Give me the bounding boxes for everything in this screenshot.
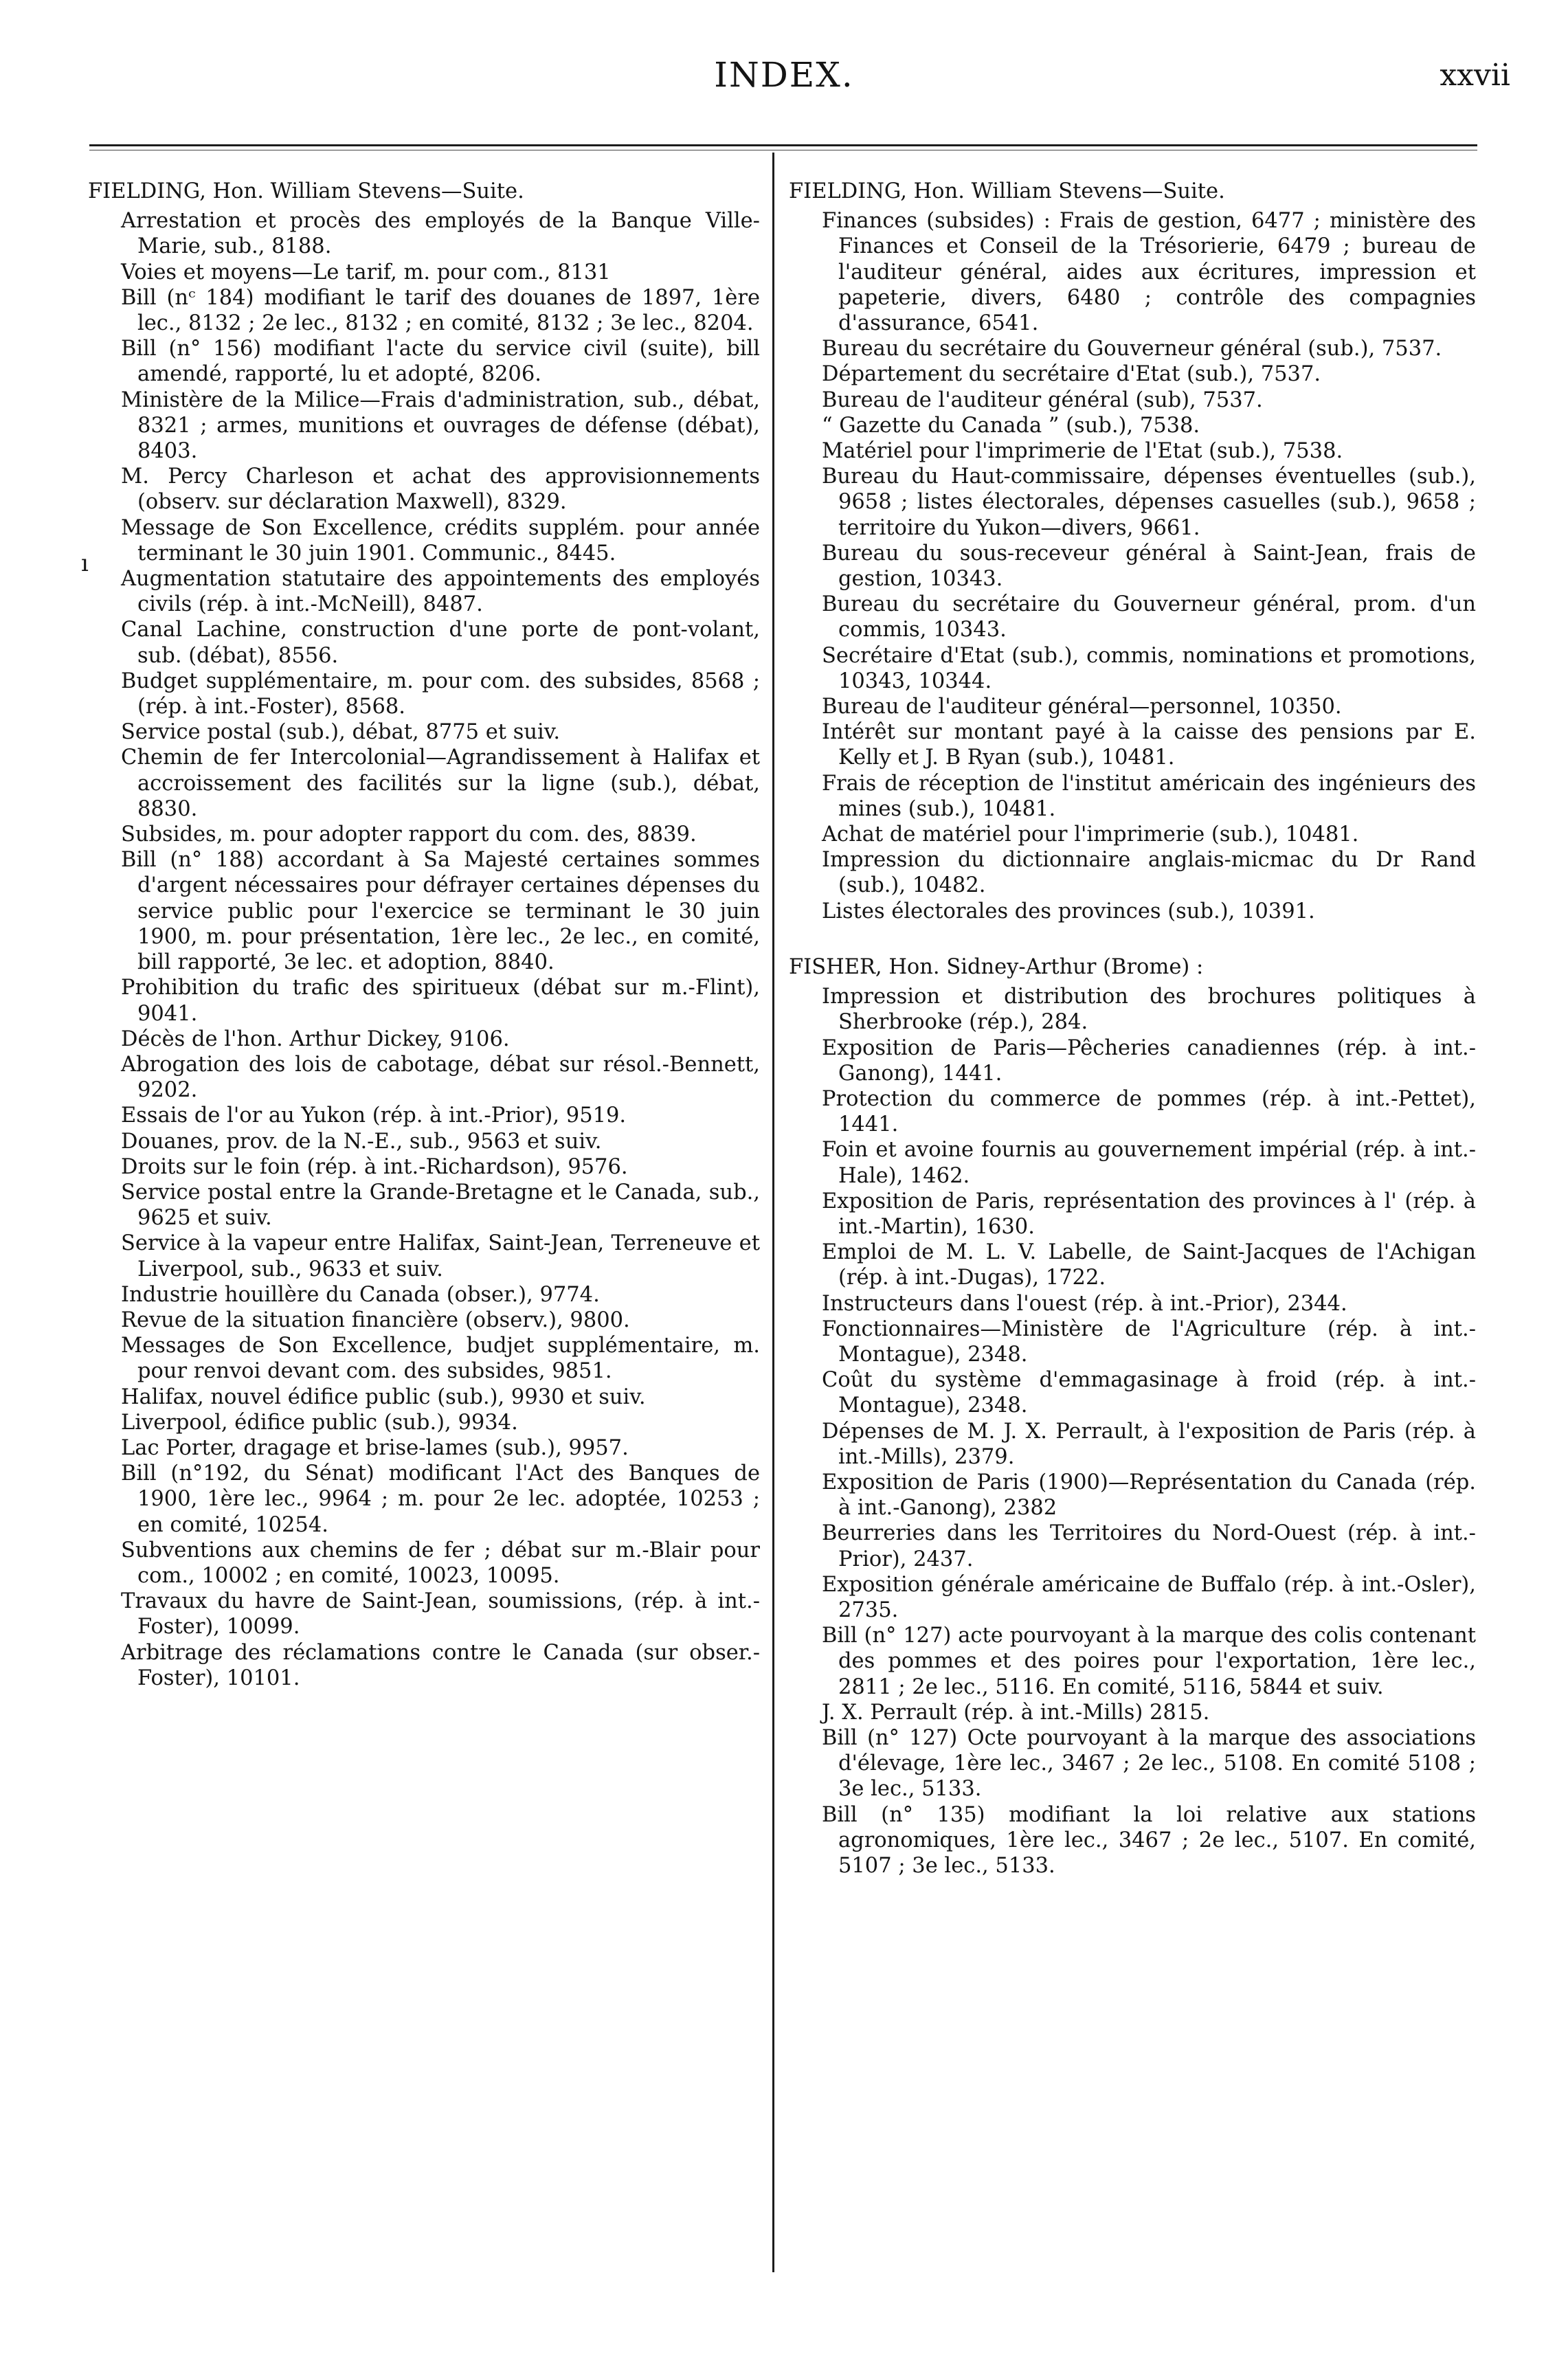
index-entry: Budget supplémentaire, m. pour com. des subsides, 8568 ; (rép. à int.-Foster), 8568.	[121, 669, 760, 719]
index-entry: Bill (n° 135) modifiant la loi relative aux stations agronomiques, 1ère lec., 3467 ; 2e lec., 5107. En comité, 5107 ; 3e lec., 5133.	[822, 1802, 1476, 1878]
index-entry: Messages de Son Excellence, budjet supplémentaire, m. pour renvoi devant com. des subsides, 9851.	[121, 1334, 760, 1384]
index-entry: Service postal (sub.), débat, 8775 et suiv.	[121, 720, 561, 745]
index-entry: Matériel pour l'imprimerie de l'Etat (sub.), 7538.	[822, 439, 1343, 464]
index-entry: Augmentation statutaire des appointements des employés civils (rép. à int.-McNeill), 8487.	[121, 567, 760, 617]
index-entry: Bureau du secrétaire du Gouverneur général, prom. d'un commis, 10343.	[822, 592, 1476, 642]
index-entry: Lac Porter, dragage et brise-lames (sub.), 9957.	[121, 1435, 629, 1460]
left-column	[88, 179, 760, 1691]
index-entry: Exposition de Paris, représentation des provinces à l' (rép. à int.-Martin), 1630.	[822, 1189, 1476, 1239]
index-entry: Bill (n°192, du Sénat) modificant l'Act des Banques de 1900, 1ère lec., 9964 ; m. pour 2e lec. adoptée, 10253 ; en comité, 10254.	[121, 1461, 760, 1537]
section-gap	[789, 924, 1476, 954]
column-divider	[772, 153, 774, 2272]
index-entry: Bureau de l'auditeur général (sub), 7537.	[822, 388, 1263, 412]
index-entry: Beurreries dans les Territoires du Nord-Ouest (rép. à int.-Prior), 2437.	[822, 1521, 1476, 1571]
right-entries-list	[789, 208, 1476, 924]
index-entry: J. X. Perrault (rép. à int.-Mills) 2815.	[822, 1700, 1210, 1725]
index-entry: Halifax, nouvel édifice public (sub.), 9930 et suiv.	[121, 1385, 646, 1409]
index-entry: Exposition générale américaine de Buffalo (rép. à int.-Osler), 2735.	[822, 1572, 1476, 1622]
index-entry: Achat de matériel pour l'imprimerie (sub.), 10481.	[822, 822, 1359, 847]
index-entry: Message de Son Excellence, crédits supplém. pour année terminant le 30 juin 1901. Communic., 8445.	[121, 515, 760, 565]
index-entry: Subventions aux chemins de fer ; débat sur m.-Blair pour com., 10002 ; en comité, 10023, 10095.	[121, 1538, 760, 1588]
index-entry: Coût du système d'emmagasinage à froid (rép. à int.-Montague), 2348.	[822, 1368, 1476, 1418]
index-entry: Subsides, m. pour adopter rapport du com. des, 8839.	[121, 822, 697, 847]
page-number: xxvii	[1440, 58, 1510, 93]
index-entry: Service à la vapeur entre Halifax, Saint-Jean, Terreneuve et Liverpool, sub., 9633 et suiv.	[121, 1231, 760, 1281]
index-entry: Listes électorales des provinces (sub.), 10391.	[822, 899, 1315, 923]
right-column	[789, 179, 1476, 1879]
index-entry: Abrogation des lois de cabotage, débat sur résol.-Bennett, 9202.	[121, 1052, 760, 1103]
index-entry: Impression du dictionnaire anglais-micmac du Dr Rand (sub.), 10482.	[822, 848, 1476, 898]
index-entry: Canal Lachine, construction d'une porte de pont-volant, sub. (débat), 8556.	[121, 618, 760, 668]
index-entry: Essais de l'or au Yukon (rép. à int.-Prior), 9519.	[121, 1103, 627, 1128]
margin-mark: ı	[81, 550, 89, 577]
index-entry: Foin et avoine fournis au gouvernement impérial (rép. à int.-Hale), 1462.	[822, 1138, 1476, 1188]
index-entry: Service postal entre la Grande-Bretagne et le Canada, sub., 9625 et suiv.	[121, 1180, 760, 1231]
index-entry: Exposition de Paris—Pêcheries canadiennes (rép. à int.-Ganong), 1441.	[822, 1035, 1476, 1086]
index-entry: Bill (n° 156) modifiant l'acte du service civil (suite), bill amendé, rapporté, lu et adopté, 8206.	[121, 337, 760, 387]
index-entry: Frais de réception de l'institut américain des ingénieurs des mines (sub.), 10481.	[822, 771, 1476, 821]
left-entries-list	[88, 208, 760, 1691]
index-entry: Prohibition du trafic des spiritueux (débat sur m.-Flint), 9041.	[121, 976, 760, 1026]
index-entry: Droits sur le foin (rép. à int.-Richardson), 9576.	[121, 1154, 628, 1179]
index-entry: Intérêt sur montant payé à la caisse des pensions par E. Kelly et J. B Ryan (sub.), 10481.	[822, 720, 1476, 770]
index-entry: Impression et distribution des brochures politiques à Sherbrooke (rép.), 284.	[822, 985, 1476, 1035]
index-entry: “ Gazette du Canada ” (sub.), 7538.	[822, 413, 1200, 438]
index-entry: Bill (n° 188) accordant à Sa Majesté certaines sommes d'argent nécessaires pour défrayer certaines dépenses du service public pour l'exercice se terminant le 30 juin 1900, m. pour présentation, 1ère lec., 2e lec., en comité, bill rapporté, 3e lec. et adoption, 8840.	[121, 848, 760, 975]
index-entry: Bureau de l'auditeur général—personnel, 10350.	[822, 695, 1342, 719]
index-entry: Bureau du secrétaire du Gouverneur général (sub.), 7537.	[822, 337, 1442, 361]
index-entry: Bill (n° 127) Octe pourvoyant à la marque des associations d'élevage, 1ère lec., 3467 ; 2e lec., 5108. En comité 5108 ; 3e lec., 5133.	[822, 1725, 1476, 1802]
index-entry: Instructeurs dans l'ouest (rép. à int.-Prior), 2344.	[822, 1291, 1347, 1316]
section-heading: FIELDING, Hon. William Stevens—Suite.	[789, 179, 1225, 203]
index-entry: Voies et moyens—Le tarif, m. pour com., 8131	[121, 260, 611, 284]
page-title: INDEX.	[714, 55, 854, 95]
index-entry: M. Percy Charleson et achat des approvisionnements (observ. sur déclaration Maxwell), 8329.	[121, 464, 760, 515]
index-entry: Bureau du sous-receveur général à Saint-Jean, frais de gestion, 10343.	[822, 541, 1476, 592]
index-entry: Bill (n° 127) acte pourvoyant à la marque des colis contenant des pommes et des poires pour l'exportation, 1ère lec., 2811 ; 2e lec., 5116. En comité, 5116, 5844 et suiv.	[822, 1624, 1476, 1699]
index-entry: Liverpool, édifice public (sub.), 9934.	[121, 1410, 518, 1435]
index-entry: Travaux du havre de Saint-Jean, soumissions, (rép. à int.-Foster), 10099.	[121, 1589, 760, 1639]
index-entry: Bill (nᶜ 184) modifiant le tarif des douanes de 1897, 1ère lec., 8132 ; 2e lec., 8132 ; en comité, 8132 ; 3e lec., 8204.	[121, 285, 760, 336]
index-entry: Exposition de Paris (1900)—Représentation du Canada (rép. à int.-Ganong), 2382	[822, 1470, 1476, 1521]
index-entry: Revue de la situation financière (observ.), 9800.	[121, 1308, 630, 1332]
index-entry: Chemin de fer Intercolonial—Agrandissement à Halifax et accroissement des facilités sur la ligne (sub.), débat, 8830.	[121, 746, 760, 821]
index-entry: Décès de l'hon. Arthur Dickey, 9106.	[121, 1027, 510, 1051]
index-entry: Industrie houillère du Canada (obser.), 9774.	[121, 1282, 600, 1307]
section-heading-fisher: FISHER, Hon. Sidney-Arthur (Brome) :	[789, 954, 1204, 979]
index-entry: Emploi de M. L. V. Labelle, de Saint-Jacques de l'Achigan (rép. à int.-Dugas), 1722.	[822, 1240, 1476, 1290]
index-entry: Arrestation et procès des employés de la Banque Ville-Marie, sub., 8188.	[121, 209, 760, 259]
index-entry: Fonctionnaires—Ministère de l'Agriculture (rép. à int.-Montague), 2348.	[822, 1316, 1476, 1367]
index-entry: Finances (subsides) : Frais de gestion, 6477 ; ministère des Finances et Conseil de la Trésorierie, 6479 ; bureau de l'auditeur général, aides aux écritures, impression et papeterie, divers, 6480 ; contrôle des compagnies d'assurance, 6541.	[822, 209, 1476, 336]
fisher-entries-list	[789, 984, 1476, 1879]
index-entry: Département du secrétaire d'Etat (sub.), 7537.	[822, 362, 1321, 387]
index-entry: Protection du commerce de pommes (rép. à int.-Pettet), 1441.	[822, 1086, 1476, 1137]
header-rule	[89, 144, 1477, 146]
index-entry: Dépenses de M. J. X. Perrault, à l'exposition de Paris (rép. à int.-Mills), 2379.	[822, 1419, 1476, 1469]
index-entry: Ministère de la Milice—Frais d'administration, sub., débat, 8321 ; armes, munitions et ouvrages de défense (débat), 8403.	[121, 388, 760, 464]
section-heading: FIELDING, Hon. William Stevens—Suite.	[88, 179, 524, 203]
index-entry: Secrétaire d'Etat (sub.), commis, nominations et promotions, 10343, 10344.	[822, 643, 1476, 693]
index-entry: Bureau du Haut-commissaire, dépenses éventuelles (sub.), 9658 ; listes électorales, dépenses casuelles (sub.), 9658 ; territoire du Yukon—divers, 9661.	[822, 464, 1476, 540]
index-entry: Arbitrage des réclamations contre le Canada (sur obser.-Foster), 10101.	[121, 1640, 760, 1690]
index-entry: Douanes, prov. de la N.-E., sub., 9563 et suiv.	[121, 1129, 602, 1154]
